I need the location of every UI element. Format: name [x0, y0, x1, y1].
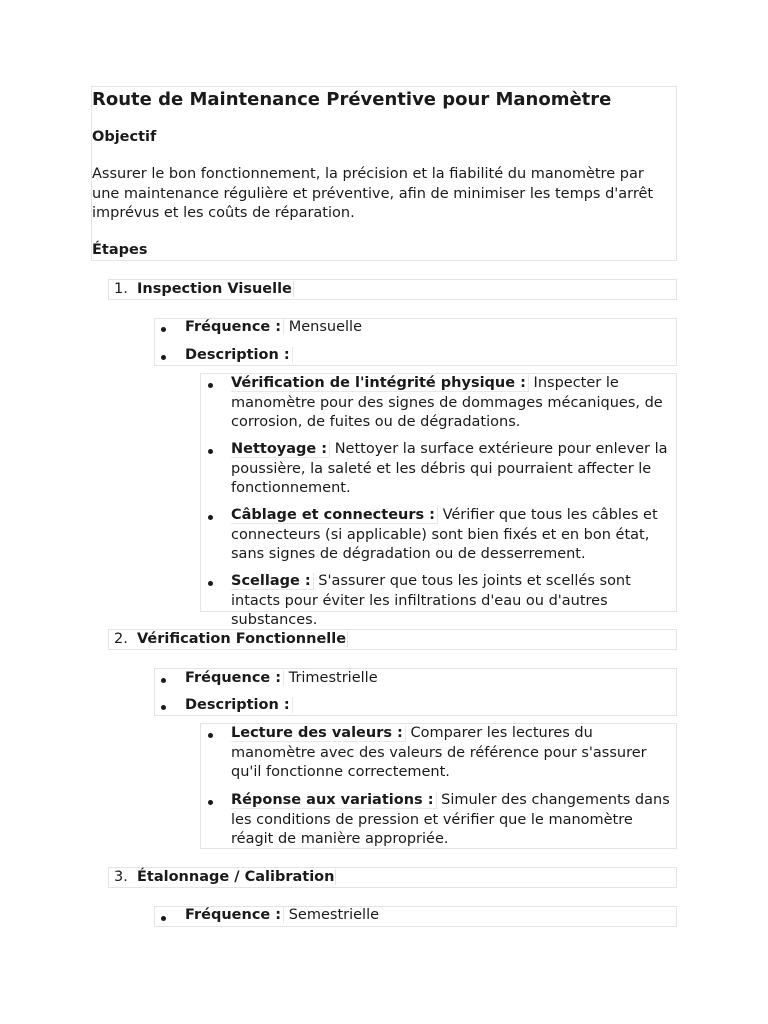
step-1-title: Inspection Visuelle: [137, 281, 292, 297]
step-1-item-1: [231, 374, 673, 433]
frequency-value: Semestrielle: [288, 907, 380, 923]
frequency-label: Fréquence :: [185, 670, 284, 686]
bullet-icon: [161, 916, 166, 921]
bullet-icon: [161, 678, 166, 683]
frequency-value: Mensuelle: [288, 319, 362, 335]
item-key: Câblage et connecteurs :: [231, 507, 438, 524]
step-2-item-2: [231, 791, 673, 850]
frequency-label: Fréquence :: [185, 319, 284, 335]
description-label: Description :: [185, 697, 293, 713]
step-1-description: [185, 347, 293, 363]
item-key: Lecture des valeurs :: [231, 725, 406, 742]
item-text: Inspecter le manomètre pour des signes de dommages mécaniques, de corrosion, de fuites ou de dégradations.: [231, 375, 663, 430]
step-1-item-3: [231, 506, 673, 565]
step-3-number: 3.: [114, 869, 128, 885]
bullet-icon: [208, 383, 213, 388]
step-2-description: [185, 697, 293, 713]
item-key: Vérification de l'intégrité physique :: [231, 375, 529, 392]
step-3-frequency: [185, 907, 379, 923]
step-1-item-4: [231, 572, 673, 631]
bullet-icon: [208, 581, 213, 586]
step-1-item-2: [231, 440, 673, 499]
frequency-label: Fréquence :: [185, 907, 284, 923]
item-key: Nettoyage :: [231, 441, 330, 458]
page-title: Route de Maintenance Préventive pour Manomètre: [92, 89, 612, 110]
bullet-icon: [161, 327, 166, 332]
bullet-icon: [208, 515, 213, 520]
bullet-icon: [208, 449, 213, 454]
item-text: S'assurer que tous les joints et scellés sont intacts pour éviter les infiltrations d'eau ou d'autres substances.: [231, 573, 631, 628]
description-label: Description :: [185, 347, 293, 363]
frequency-value: Trimestrielle: [288, 670, 378, 686]
bullet-icon: [208, 733, 213, 738]
step-1-frequency: [185, 319, 362, 335]
item-key: Réponse aux variations :: [231, 792, 437, 809]
bullet-icon: [208, 800, 213, 805]
item-text: Nettoyer la surface extérieure pour enlever la poussière, la saleté et les débris qui pourraient affecter le fonctionnement.: [231, 441, 668, 496]
objective-paragraph: Assurer le bon fonctionnement, la précision et la fiabilité du manomètre par une maintenance régulière et préventive, afin de minimiser les temps d'arrêt imprévus et les coûts de réparation.: [92, 166, 654, 221]
step-2-frequency: [185, 670, 378, 686]
step-2-item-1: [231, 724, 673, 783]
item-text: Vérifier que tous les câbles et connecteurs (si applicable) sont bien fixés et en bon état, sans signes de dégradation ou de desserrement.: [231, 507, 658, 562]
step-2-title: Vérification Fonctionnelle: [137, 631, 347, 647]
step-3-title: Étalonnage / Calibration: [137, 869, 335, 885]
objective-heading: Objectif: [92, 129, 157, 145]
steps-heading: Étapes: [92, 242, 148, 258]
item-text: Simuler des changements dans les conditions de pression et vérifier que le manomètre réagit de manière appropriée.: [231, 792, 670, 847]
item-text: Comparer les lectures du manomètre avec des valeurs de référence pour s'assurer qu'il fonctionne correctement.: [231, 725, 647, 780]
bullet-icon: [161, 355, 166, 360]
bullet-icon: [161, 705, 166, 710]
step-2-number: 2.: [114, 631, 128, 647]
step-1-number: 1.: [114, 281, 128, 297]
item-key: Scellage :: [231, 573, 314, 590]
